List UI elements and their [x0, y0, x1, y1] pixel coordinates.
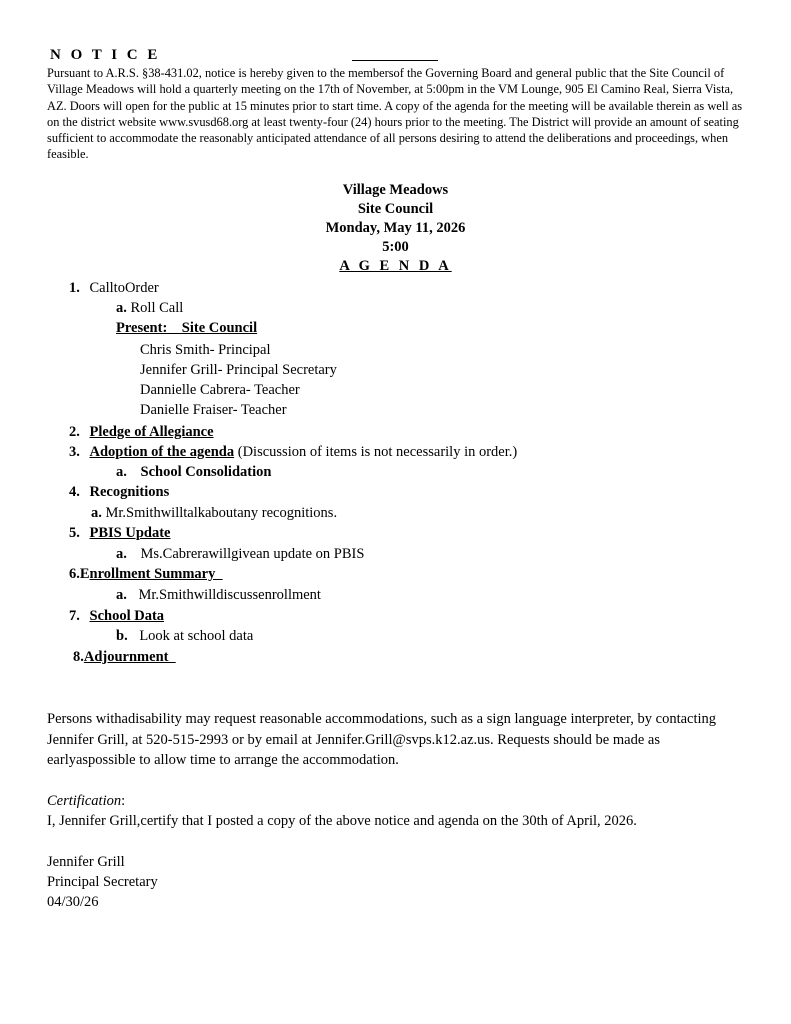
agenda-item-4 — [69, 484, 169, 501]
item-label: nrollment Summary — [89, 566, 223, 582]
certification-label: Certification — [47, 793, 122, 809]
item-letter: b. — [116, 628, 128, 644]
item-label: Roll Call — [130, 300, 184, 316]
item-number: 7. — [69, 608, 80, 624]
notice-title: N O T I C E — [50, 47, 161, 63]
item-number: 5. — [69, 525, 80, 541]
item-label: Pledge of Allegiance — [89, 424, 214, 440]
item-label: Adjournment — [83, 649, 176, 665]
item-letter: a. — [91, 505, 102, 521]
notice-paragraph: Pursuant to A.R.S. §38-431.02, notice is hereby given to the membersof the Governing Board and general public that the Site Council of Village Meadows will hold a quarterly meeting on the 17th of November, at 5:00pm in the VM Lounge, 905 El Camino Real, Sierra Vista, AZ. Doors will open for the public at 15 minutes prior to start time. A copy of the agenda for the meeting will be available therein as well as on the district website www.svusd68.org at least twenty-four (24) hours prior to the meeting. The District will provide an amount of seating sufficient to accommodate the reasonably anticipated attendance of all persons desiring to attend the deliberations and proceedings, when feasible. — [47, 66, 743, 162]
agenda-item-1 — [69, 280, 159, 297]
item-label: Mr.Smithwilldiscussenrollment — [138, 587, 321, 603]
member-3: Dannielle Cabrera- Teacher — [140, 382, 300, 398]
agenda-item-3a — [116, 464, 271, 481]
agenda-item-1a — [116, 300, 183, 317]
school-name: Village Meadows — [342, 182, 449, 198]
item-number: 6.E — [69, 566, 90, 582]
agenda-title: A G E N D A — [339, 258, 452, 274]
item-number: 1. — [69, 280, 80, 296]
agenda-item-7b — [116, 628, 253, 645]
agenda-item-6 — [69, 566, 223, 583]
item-letter: a. — [116, 587, 127, 603]
certification-heading — [47, 793, 125, 810]
item-letter: a. — [116, 546, 127, 562]
meeting-time: 5:00 — [382, 239, 409, 255]
item-label: Look at school data — [139, 628, 254, 644]
agenda-item-5a — [116, 546, 364, 563]
item-label: CalltoOrder — [89, 280, 159, 296]
item-note: (Discussion of items is not necessarily in order.) — [234, 444, 518, 460]
item-number: 2. — [69, 424, 80, 440]
item-number: 4. — [69, 484, 80, 500]
item-label: Recognitions — [89, 484, 170, 500]
certification-statement: I, Jennifer Grill,certify that I posted a copy of the above notice and agenda on the 30th of April, 2026. — [47, 813, 637, 829]
item-label: PBIS Update — [89, 525, 171, 541]
item-number: 3. — [69, 444, 80, 460]
council-name: Site Council — [357, 201, 434, 217]
meeting-date: Monday, May 11, 2026 — [325, 220, 466, 236]
agenda-item-3 — [69, 444, 517, 461]
item-number: 8. — [73, 649, 84, 665]
agenda-item-6a — [116, 587, 321, 604]
item-letter: a. — [116, 464, 127, 480]
member-4: Danielle Fraiser- Teacher — [140, 402, 287, 418]
item-label: Adoption of the agenda — [89, 444, 235, 460]
agenda-item-5 — [69, 525, 170, 542]
agenda-item-2 — [69, 424, 214, 441]
item-label: Ms.Cabrerawillgivean update on PBIS — [140, 546, 365, 562]
member-2: Jennifer Grill- Principal Secretary — [140, 362, 337, 378]
signature-date: 04/30/26 — [47, 894, 99, 910]
member-1: Chris Smith- Principal — [140, 342, 271, 358]
agenda-item-8 — [73, 649, 176, 666]
item-letter: a. — [116, 300, 127, 316]
accommodation-paragraph: Persons withadisability may request reasonable accommodations, such as a sign language interpreter, by contacting Jennifer Grill, at 520-515-2993 or by email at Jennifer.Grill@svps.k12.az.us. Requests should be made as earlyaspossible to allow time to arrange the accommodation. — [47, 711, 717, 768]
item-label: School Consolidation — [140, 464, 272, 480]
signer-title: Principal Secretary — [47, 874, 158, 890]
agenda-item-7 — [69, 608, 164, 625]
item-label: Mr.Smithwilltalkaboutany recognitions. — [105, 505, 338, 521]
certification-colon: : — [121, 793, 126, 809]
signer-name: Jennifer Grill — [47, 854, 125, 870]
agenda-item-4a — [91, 505, 337, 522]
present-heading: Present: Site Council — [116, 320, 258, 336]
agenda-heading — [0, 258, 791, 275]
notice-rule — [352, 60, 438, 61]
item-label: School Data — [89, 608, 165, 624]
